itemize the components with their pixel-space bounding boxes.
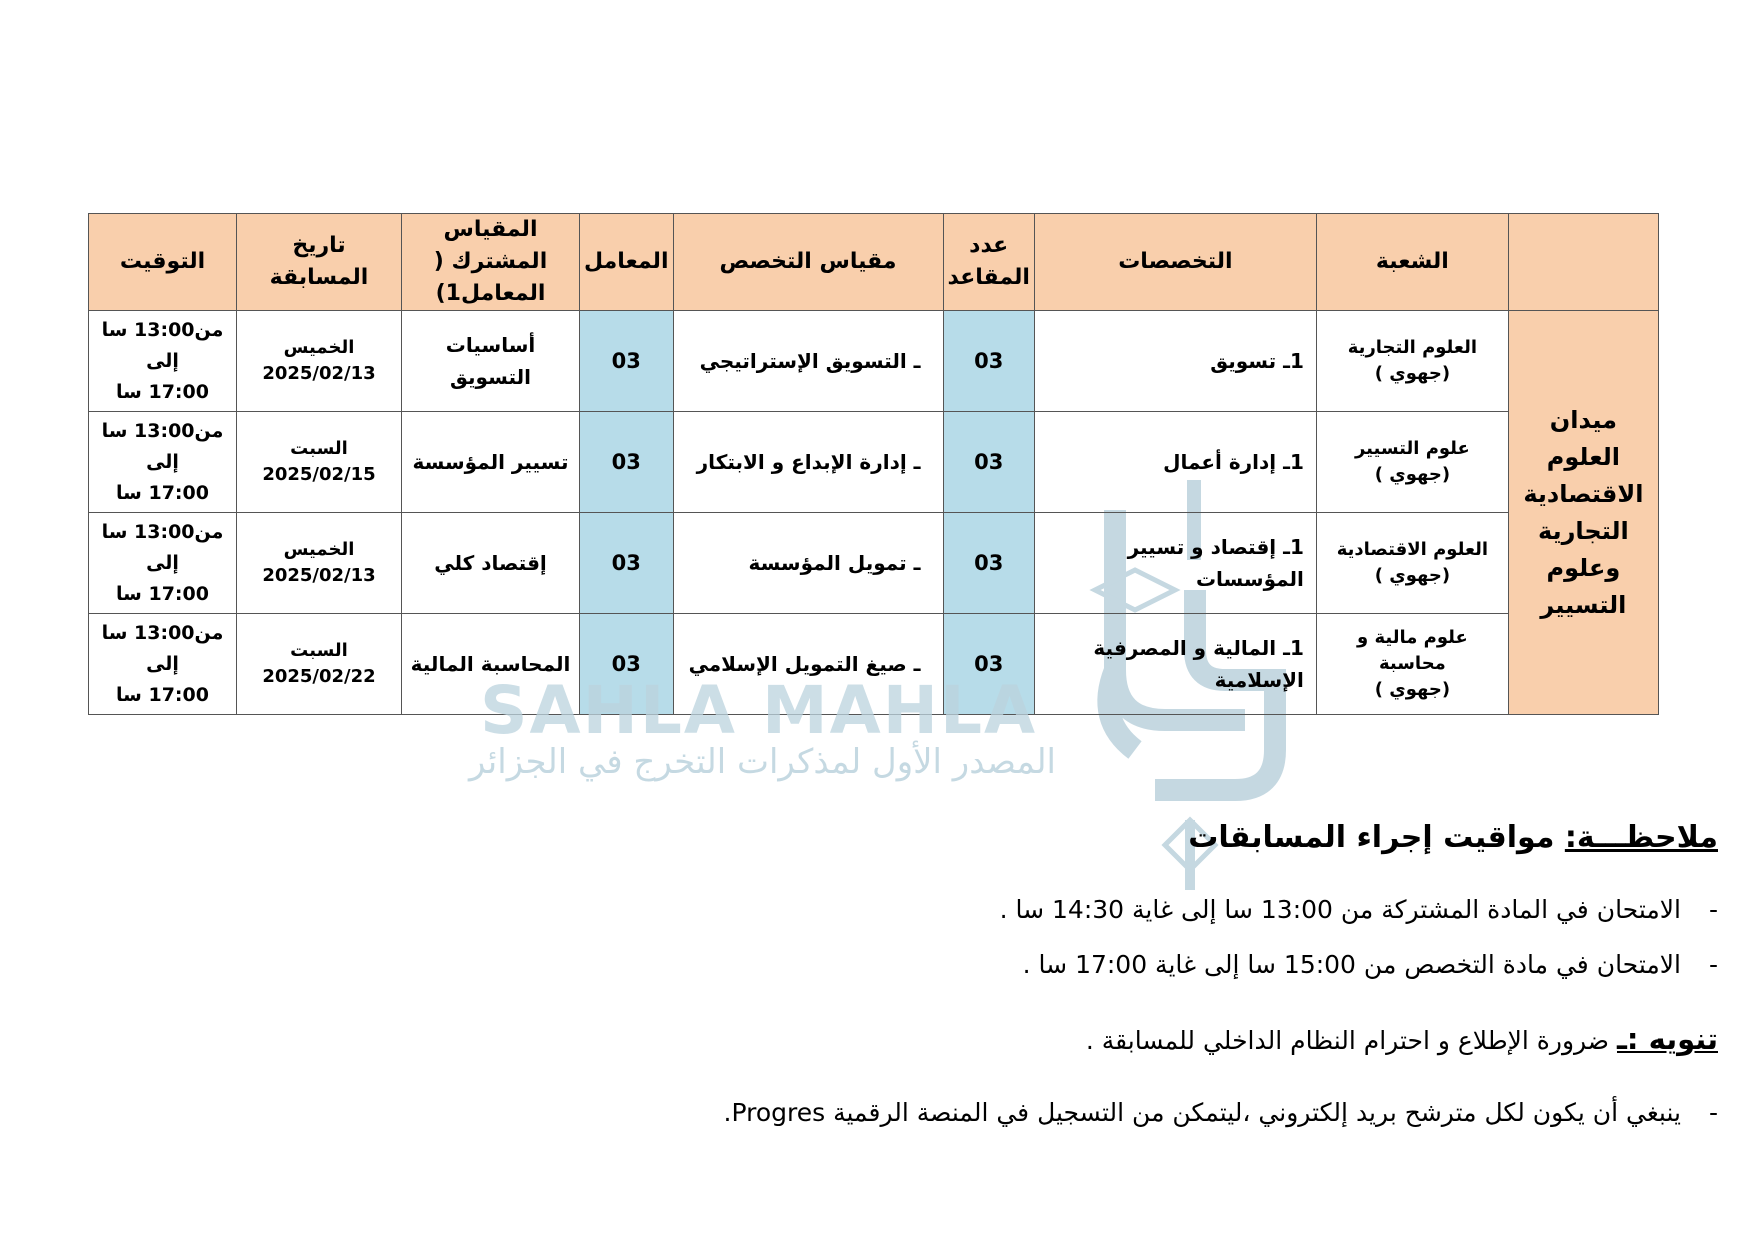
- branch-name: علوم التسيير: [1354, 438, 1470, 459]
- branch-name: علوم مالية و محاسبة: [1357, 627, 1468, 674]
- time-cell: [89, 513, 237, 614]
- field-cell: ميدان العلوم الاقتصادية التجارية وعلوم التسيير: [1508, 311, 1658, 715]
- day-label: الخميس: [283, 539, 355, 560]
- branch-name: العلوم التجارية: [1347, 337, 1477, 358]
- spec-module-cell: ـ صيغ التمويل الإسلامي: [673, 614, 943, 715]
- branch-note: (جهوي ): [1374, 363, 1451, 384]
- seats-cell: 03: [943, 412, 1034, 513]
- branch-cell: [1316, 513, 1508, 614]
- date-label: 2025/02/13: [262, 363, 376, 384]
- note-bullet-text: الامتحان في مادة التخصص من 15:00 سا إلى غاية 17:00 سا .: [1022, 950, 1681, 979]
- day-label: الخميس: [283, 337, 355, 358]
- time-to: 17:00 سا: [116, 582, 209, 605]
- branch-name: العلوم الاقتصادية: [1336, 539, 1489, 560]
- date-cell: [237, 614, 402, 715]
- time-to: 17:00 سا: [116, 683, 209, 706]
- time-to-word: إلى: [146, 652, 179, 675]
- coefficient-cell: 03: [580, 614, 674, 715]
- branch-cell: [1316, 614, 1508, 715]
- header-coefficient: المعامل: [580, 214, 674, 311]
- date-cell: [237, 412, 402, 513]
- header-spec-module: مقياس التخصص: [673, 214, 943, 311]
- coefficient-cell: 03: [580, 311, 674, 412]
- common-module-cell: أساسيات التسويق: [402, 311, 580, 412]
- header-common-module: المقياس المشترك ( المعامل1): [402, 214, 580, 311]
- time-cell: [89, 311, 237, 412]
- header-date: تاريخ المسابقة: [237, 214, 402, 311]
- time-cell: [89, 412, 237, 513]
- branch-note: (جهوي ): [1374, 565, 1451, 586]
- header-seats: عدد المقاعد: [943, 214, 1034, 311]
- day-label: السبت: [290, 438, 348, 459]
- time-to-word: إلى: [146, 551, 179, 574]
- specialization-cell: 1ـ إدارة أعمال: [1034, 412, 1316, 513]
- note-label: ملاحظـــة:: [1564, 820, 1718, 855]
- specialization-cell: 1ـ تسويق: [1034, 311, 1316, 412]
- seats-cell: 03: [943, 614, 1034, 715]
- time-from: من13:00 سا: [101, 318, 224, 341]
- note-bullet-text: الامتحان في المادة المشتركة من 13:00 سا إلى غاية 14:30 سا .: [999, 895, 1681, 924]
- table-row: [89, 311, 1659, 412]
- coefficient-cell: 03: [580, 412, 674, 513]
- watermark-text: SAHLA MAHLA: [480, 672, 1038, 749]
- date-cell: [237, 513, 402, 614]
- header-specializations: التخصصات: [1034, 214, 1316, 311]
- date-label: 2025/02/13: [262, 565, 376, 586]
- common-module-cell: تسيير المؤسسة: [402, 412, 580, 513]
- table-row: [89, 412, 1659, 513]
- common-module-cell: المحاسبة المالية: [402, 614, 580, 715]
- date-label: 2025/02/22: [262, 666, 376, 687]
- specialization-cell: 1ـ المالية و المصرفية الإسلامية: [1034, 614, 1316, 715]
- list-item: -الامتحان في مادة التخصص من 15:00 سا إلى غاية 17:00 سا .: [1022, 950, 1718, 979]
- day-label: السبت: [290, 640, 348, 661]
- date-label: 2025/02/15: [262, 464, 376, 485]
- seats-cell: 03: [943, 513, 1034, 614]
- competition-schedule-table: [88, 213, 1659, 715]
- tanbih-label: تنويه :ـ: [1617, 1022, 1718, 1056]
- time-to: 17:00 سا: [116, 380, 209, 403]
- tanbih-text: ضرورة الإطلاع و احترام النظام الداخلي للمسابقة .: [1085, 1026, 1610, 1055]
- specialization-cell: 1ـ إقتصاد و تسيير المؤسسات: [1034, 513, 1316, 614]
- time-cell: [89, 614, 237, 715]
- time-from: من13:00 سا: [101, 419, 224, 442]
- header-branch: الشعبة: [1316, 214, 1508, 311]
- coefficient-cell: 03: [580, 513, 674, 614]
- branch-cell: [1316, 412, 1508, 513]
- time-from: من13:00 سا: [101, 621, 224, 644]
- branch-note: (جهوي ): [1374, 464, 1451, 485]
- tanbih-line: [1086, 1022, 1718, 1056]
- time-to: 17:00 سا: [116, 481, 209, 504]
- list-item: -ينبغي أن يكون لكل مترشح بريد إلكتروني ،ليتمكن من التسجيل في المنصة الرقمية Progres.: [723, 1098, 1718, 1127]
- email-requirement-text: ينبغي أن يكون لكل مترشح بريد إلكتروني ،ليتمكن من التسجيل في المنصة الرقمية Progres.: [723, 1098, 1681, 1127]
- time-to-word: إلى: [146, 450, 179, 473]
- spec-module-cell: ـ إدارة الإبداع و الابتكار: [673, 412, 943, 513]
- time-from: من13:00 سا: [101, 520, 224, 543]
- list-item: -الامتحان في المادة المشتركة من 13:00 سا إلى غاية 14:30 سا .: [999, 895, 1718, 924]
- header-time: التوقيت: [89, 214, 237, 311]
- table-row: [89, 513, 1659, 614]
- time-to-word: إلى: [146, 349, 179, 372]
- spec-module-cell: ـ تمويل المؤسسة: [673, 513, 943, 614]
- spec-module-cell: ـ التسويق الإستراتيجي: [673, 311, 943, 412]
- branch-note: (جهوي ): [1374, 679, 1451, 700]
- note-title-text: مواقيت إجراء المسابقات: [1188, 820, 1555, 855]
- branch-cell: [1316, 311, 1508, 412]
- date-cell: [237, 311, 402, 412]
- note-heading: [1188, 820, 1718, 855]
- header-field: [1508, 214, 1658, 311]
- common-module-cell: إقتصاد كلي: [402, 513, 580, 614]
- seats-cell: 03: [943, 311, 1034, 412]
- watermark-subtitle: المصدر الأول لمذكرات التخرج في الجزائر: [469, 742, 1056, 782]
